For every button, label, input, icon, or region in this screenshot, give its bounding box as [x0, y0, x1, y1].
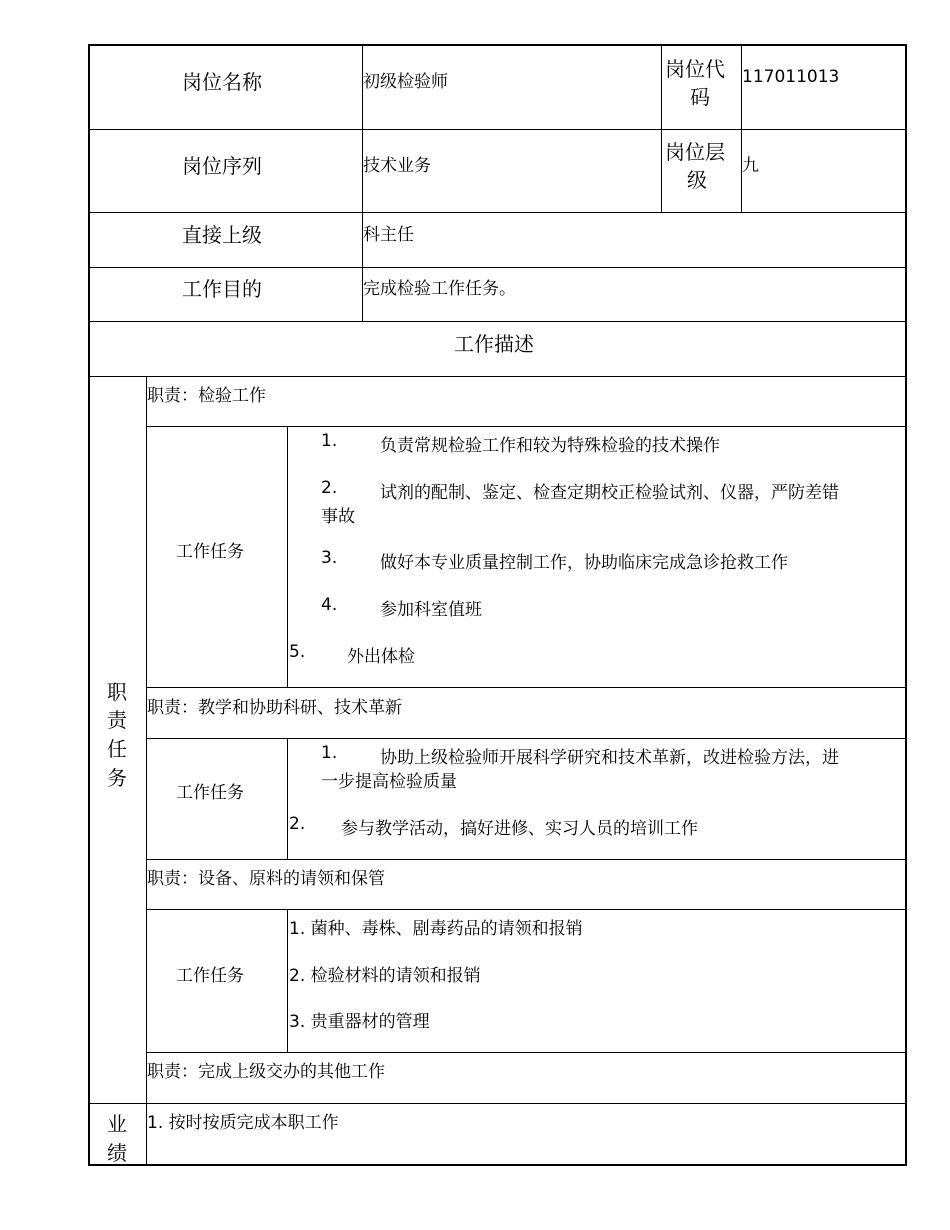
- position-series-label: 岗位序列: [182, 154, 262, 178]
- task-item: 参与教学活动，搞好进修、实习人员的培训工作: [341, 819, 698, 839]
- performance-label-char: 绩: [107, 1141, 127, 1165]
- task-item: 3. 贵重器材的管理: [289, 1012, 430, 1032]
- task-label: 工作任务: [176, 542, 244, 562]
- task-item: 1. 菌种、毒株、剧毒药品的请领和报销: [289, 919, 583, 939]
- superior-label: 直接上级: [182, 223, 262, 247]
- duty-title-teaching: 职责：教学和协助科研、技术革新: [147, 698, 402, 718]
- superior-value: 科主任: [363, 225, 414, 245]
- task-item: 做好本专业质量控制工作，协助临床完成急诊抢救工作: [380, 553, 788, 573]
- task-number: 5.: [289, 642, 306, 662]
- position-level-label-line2: 级: [687, 168, 707, 192]
- task-item-continuation: 一步提高检验质量: [321, 772, 457, 792]
- purpose-label: 工作目的: [182, 277, 262, 301]
- position-level-label-line1: 岗位层: [665, 140, 725, 164]
- task-item: 外出体检: [347, 647, 415, 667]
- position-level-value: 九: [742, 156, 759, 176]
- position-code-label-line2: 码: [690, 85, 710, 109]
- duty-title-other: 职责：完成上级交办的其他工作: [147, 1062, 385, 1082]
- performance-label-char: 业: [107, 1112, 127, 1136]
- position-name-value: 初级检验师: [363, 72, 448, 92]
- position-name-label: 岗位名称: [182, 70, 262, 94]
- duties-label-char: 任: [107, 737, 127, 761]
- duties-label-char: 务: [107, 766, 127, 790]
- purpose-value: 完成检验工作任务。: [363, 279, 516, 299]
- task-number: 1.: [321, 431, 338, 451]
- task-item: 2. 检验材料的请领和报销: [289, 966, 481, 986]
- task-item: 参加科室值班: [380, 600, 482, 620]
- duty-title-equipment: 职责：设备、原料的请领和保管: [147, 869, 385, 889]
- position-code-label-line1: 岗位代: [665, 57, 725, 81]
- task-label: 工作任务: [176, 783, 244, 803]
- position-code-value: 117011013: [742, 67, 840, 87]
- position-series-value: 技术业务: [363, 156, 431, 176]
- task-item: 负责常规检验工作和较为特殊检验的技术操作: [380, 436, 720, 456]
- duty-title-inspection: 职责：检验工作: [147, 386, 266, 406]
- task-number: 1.: [321, 743, 338, 763]
- performance-item: 1. 按时按质完成本职工作: [147, 1113, 339, 1133]
- task-label: 工作任务: [176, 966, 244, 986]
- duties-label-char: 职: [107, 680, 127, 704]
- task-number: 2.: [321, 478, 338, 498]
- task-number: 4.: [321, 595, 338, 615]
- task-item-continuation: 事故: [321, 507, 355, 527]
- task-number: 3.: [321, 548, 338, 568]
- duties-label-char: 责: [107, 708, 127, 732]
- task-item: 协助上级检验师开展科学研究和技术革新，改进检验方法，进: [380, 748, 839, 768]
- description-title: 工作描述: [454, 332, 534, 356]
- task-number: 2.: [289, 814, 306, 834]
- task-item: 试剂的配制、鉴定、检查定期校正检验试剂、仪器，严防差错: [380, 483, 839, 503]
